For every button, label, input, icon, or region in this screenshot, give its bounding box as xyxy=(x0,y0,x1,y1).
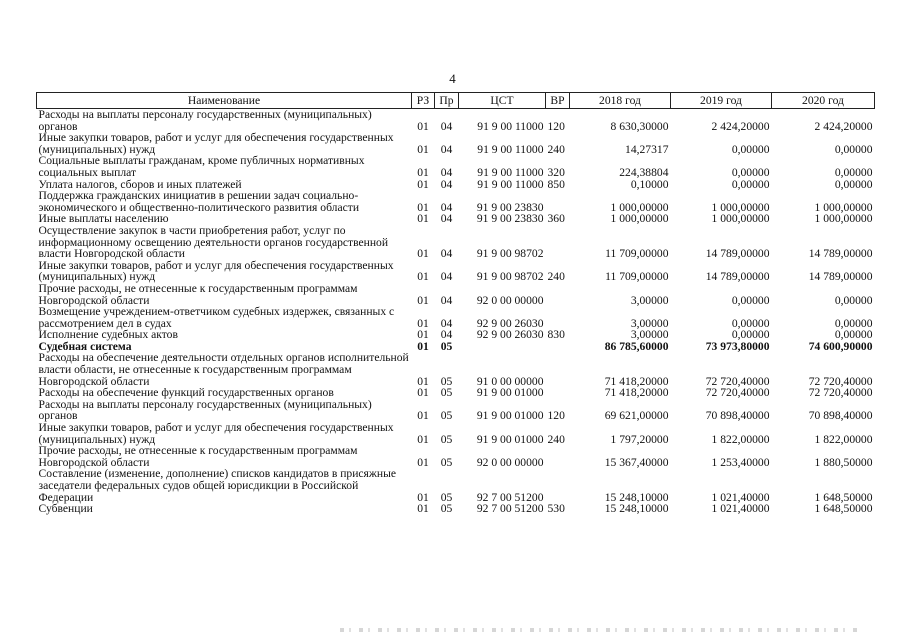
table-row xyxy=(37,132,875,155)
row-vr xyxy=(546,306,570,329)
row-2019: 1 253,40000 xyxy=(711,455,770,469)
row-2018: 86 785,60000 xyxy=(604,339,669,353)
table-row xyxy=(37,399,875,422)
row-2020: 14 789,00000 xyxy=(808,247,873,261)
table-row xyxy=(37,306,875,329)
column-header-2018: 2018 год xyxy=(570,93,671,109)
page-number: 4 xyxy=(449,71,456,86)
row-2019: 1 021,40000 xyxy=(711,490,770,504)
row-cst: 92 7 00 51200 xyxy=(476,490,544,504)
row-rz: 01 xyxy=(417,339,429,353)
row-2020: 1 000,00000 xyxy=(814,212,873,226)
row-name: Расходы на выплаты персоналу государственных (муниципальных) органов xyxy=(38,108,372,133)
row-pr: 04 xyxy=(440,316,453,330)
row-2018: 15 248,10000 xyxy=(604,502,669,516)
row-2019: 0,00000 xyxy=(731,328,770,342)
table-row xyxy=(37,445,875,468)
row-2018: 69 621,00000 xyxy=(604,409,669,423)
column-header-rz: РЗ xyxy=(412,93,435,109)
row-2018: 11 709,00000 xyxy=(605,270,669,284)
row-2018: 15 367,40000 xyxy=(604,455,669,469)
row-pr: 05 xyxy=(440,374,453,388)
row-name: Возмещение учреждением-ответчиком судебных издержек, связанных с рассмотрением дел в судах xyxy=(38,305,395,330)
row-2020: 0,00000 xyxy=(834,165,873,179)
row-2019: 0,00000 xyxy=(731,316,770,330)
row-2018: 0,10000 xyxy=(630,177,669,191)
row-pr: 04 xyxy=(440,293,453,307)
row-2020: 1 880,50000 xyxy=(814,455,873,469)
row-pr: 04 xyxy=(440,212,453,226)
row-vr: 120 xyxy=(547,119,565,133)
row-2019: 0,00000 xyxy=(731,293,770,307)
row-2018: 1 797,20000 xyxy=(610,432,669,446)
row-cst: 92 0 00 00000 xyxy=(476,455,544,469)
row-pr: 04 xyxy=(440,119,453,133)
row-cst xyxy=(459,341,546,353)
table-row xyxy=(37,422,875,445)
row-pr: 05 xyxy=(440,409,453,423)
row-rz: 01 xyxy=(417,142,429,156)
row-vr xyxy=(546,341,570,353)
row-2018: 3,00000 xyxy=(630,316,669,330)
row-vr: 320 xyxy=(547,165,565,179)
row-pr: 04 xyxy=(440,177,453,191)
row-vr xyxy=(546,283,570,306)
row-2020: 1 648,50000 xyxy=(814,490,873,504)
row-name: Иные закупки товаров, работ и услуг для обеспечения государственных (муниципальных) нужд xyxy=(38,131,394,156)
row-name: Субвенции xyxy=(38,502,93,516)
row-rz: 01 xyxy=(417,119,429,133)
row-cst: 92 0 00 00000 xyxy=(476,293,544,307)
row-2019: 1 822,00000 xyxy=(711,432,770,446)
row-pr: 04 xyxy=(440,328,453,342)
table-row xyxy=(37,190,875,213)
row-vr: 530 xyxy=(547,502,565,516)
row-cst: 91 9 00 01000 xyxy=(476,386,544,400)
row-cst: 91 9 00 23830 xyxy=(476,212,544,226)
row-2019: 0,00000 xyxy=(731,177,770,191)
row-vr: 830 xyxy=(547,328,565,342)
row-vr: 240 xyxy=(547,270,565,284)
column-header-2019: 2019 год xyxy=(671,93,772,109)
row-pr: 04 xyxy=(440,142,453,156)
row-2020: 1 000,00000 xyxy=(814,200,873,214)
row-name: Расходы на обеспечение деятельности отдельных органов исполнительной власти области, не отнесенные к государственным программам Новгородской области xyxy=(38,351,409,388)
row-2019: 0,00000 xyxy=(731,142,770,156)
row-vr xyxy=(546,387,570,399)
row-pr: 05 xyxy=(440,386,453,400)
row-name: Исполнение судебных актов xyxy=(38,328,178,342)
column-header-cst: ЦСТ xyxy=(459,93,546,109)
row-2018: 224,38804 xyxy=(619,165,669,179)
row-name: Составление (изменение, дополнение) списков кандидатов в присяжные заседатели федеральных судов общей юрисдикции в Российской Федерации xyxy=(38,467,397,504)
row-rz: 01 xyxy=(417,386,429,400)
column-header-vr: ВР xyxy=(546,93,570,109)
row-rz: 01 xyxy=(417,490,429,504)
row-pr: 05 xyxy=(440,490,453,504)
row-pr: 04 xyxy=(440,247,453,261)
row-name: Прочие расходы, не отнесенные к государственным программам Новгородской области xyxy=(38,444,358,469)
row-cst: 91 9 00 11000 xyxy=(477,119,544,133)
row-2020: 0,00000 xyxy=(834,328,873,342)
row-2020: 14 789,00000 xyxy=(808,270,873,284)
row-pr: 04 xyxy=(440,165,453,179)
row-name: Расходы на обеспечение функций государственных органов xyxy=(38,386,334,400)
column-header-pr: Пр xyxy=(435,93,459,109)
row-vr xyxy=(546,445,570,468)
row-pr: 04 xyxy=(440,270,453,284)
row-2018: 11 709,00000 xyxy=(605,247,669,261)
row-vr: 120 xyxy=(547,409,565,423)
row-pr: 05 xyxy=(440,455,453,469)
row-rz: 01 xyxy=(417,316,429,330)
row-cst: 91 9 00 98702 xyxy=(476,270,544,284)
row-2020: 0,00000 xyxy=(834,142,873,156)
row-pr: 04 xyxy=(440,200,453,214)
row-2020: 74 600,90000 xyxy=(808,339,873,353)
row-2019: 72 720,40000 xyxy=(705,386,770,400)
row-2019: 1 021,40000 xyxy=(711,502,770,516)
column-header-2020: 2020 год xyxy=(772,93,875,109)
row-rz: 01 xyxy=(417,409,429,423)
row-cst: 91 9 00 11000 xyxy=(477,142,544,156)
row-rz: 01 xyxy=(417,212,429,226)
row-name: Осуществление закупок в части приобретения работ, услуг по информационному освещению деятельности органов государственной власти Новгородской области xyxy=(38,223,389,261)
row-2020: 2 424,20000 xyxy=(814,119,873,133)
row-vr xyxy=(546,352,570,387)
table-row xyxy=(37,283,875,306)
row-vr: 360 xyxy=(547,212,565,226)
row-cst: 91 9 00 23830 xyxy=(476,200,544,214)
row-rz: 01 xyxy=(417,200,429,214)
row-2018: 3,00000 xyxy=(630,328,669,342)
row-rz: 01 xyxy=(417,177,429,191)
row-2018: 8 630,30000 xyxy=(610,119,669,133)
row-cst: 91 9 00 01000 xyxy=(476,409,544,423)
row-2019: 1 000,00000 xyxy=(711,200,770,214)
row-2019: 70 898,40000 xyxy=(705,409,770,423)
row-2019: 73 973,80000 xyxy=(705,339,770,353)
row-name: Уплата налогов, сборов и иных платежей xyxy=(38,177,242,191)
scan-artifact xyxy=(340,628,860,632)
column-header-name: Наименование xyxy=(37,93,412,109)
row-2018: 71 418,20000 xyxy=(604,374,669,388)
row-vr xyxy=(546,190,570,213)
row-2020: 0,00000 xyxy=(834,293,873,307)
table-row xyxy=(37,155,875,178)
row-2019: 14 789,00000 xyxy=(705,247,770,261)
row-name: Расходы на выплаты персоналу государственных (муниципальных) органов xyxy=(38,397,372,423)
row-2020: 70 898,40000 xyxy=(808,409,873,423)
row-2018: 1 000,00000 xyxy=(610,212,669,226)
row-name: Прочие расходы, не отнесенные к государственным программам Новгородской области xyxy=(38,281,358,307)
row-vr xyxy=(546,225,570,260)
row-rz: 01 xyxy=(417,328,429,342)
row-2020: 0,00000 xyxy=(834,316,873,330)
row-pr: 05 xyxy=(440,502,453,516)
row-2018: 14,27317 xyxy=(625,142,669,156)
row-2018: 3,00000 xyxy=(630,293,669,307)
row-rz: 01 xyxy=(417,293,429,307)
row-name: Иные закупки товаров, работ и услуг для обеспечения государственных (муниципальных) нужд xyxy=(38,421,394,446)
row-pr: 05 xyxy=(440,432,453,446)
row-cst: 91 9 00 98702 xyxy=(476,247,544,261)
table-row xyxy=(37,352,875,387)
row-rz: 01 xyxy=(417,502,429,516)
row-cst: 92 9 00 26030 xyxy=(476,316,544,330)
row-2019: 14 789,00000 xyxy=(705,270,770,284)
row-2020: 1 648,50000 xyxy=(814,502,873,516)
row-cst: 91 9 00 11000 xyxy=(477,177,544,191)
table-row xyxy=(37,260,875,283)
row-vr xyxy=(546,468,570,503)
table-row xyxy=(37,468,875,503)
row-name: Иные закупки товаров, работ и услуг для обеспечения государственных (муниципальных) нужд xyxy=(38,258,394,284)
row-2019: 72 720,40000 xyxy=(705,374,770,388)
row-rz: 01 xyxy=(417,165,429,179)
row-2020: 72 720,40000 xyxy=(808,386,873,400)
row-rz: 01 xyxy=(417,432,429,446)
row-2019: 0,00000 xyxy=(731,165,770,179)
table-row xyxy=(37,109,875,133)
row-vr: 240 xyxy=(547,142,565,156)
row-rz: 01 xyxy=(417,374,429,388)
table-row xyxy=(37,225,875,260)
row-vr: 240 xyxy=(547,432,565,446)
row-cst: 92 7 00 51200 xyxy=(476,502,544,516)
row-pr: 05 xyxy=(440,339,453,353)
row-2019: 1 000,00000 xyxy=(711,212,770,226)
row-2020: 0,00000 xyxy=(834,177,873,191)
row-2020: 1 822,00000 xyxy=(814,432,873,446)
row-name: Поддержка гражданских инициатив в решении задач социально-экономического и общественно-политического развития области xyxy=(38,189,360,214)
budget-table xyxy=(36,92,875,515)
row-2018: 1 000,00000 xyxy=(610,200,669,214)
row-cst: 91 9 00 11000 xyxy=(477,165,544,179)
row-rz: 01 xyxy=(417,247,429,261)
row-rz: 01 xyxy=(417,270,429,284)
row-name: Иные выплаты населению xyxy=(38,212,169,226)
row-cst: 91 9 00 01000 xyxy=(476,432,544,446)
row-name: Социальные выплаты гражданам, кроме публичных нормативных социальных выплат xyxy=(38,154,365,179)
row-name: Судебная система xyxy=(38,339,132,353)
table-header-row xyxy=(37,93,875,109)
row-2018: 71 418,20000 xyxy=(604,386,669,400)
row-cst: 92 9 00 26030 xyxy=(476,328,544,342)
table-row xyxy=(37,503,875,515)
row-vr: 850 xyxy=(547,177,565,191)
row-cst: 91 0 00 00000 xyxy=(476,374,544,388)
row-rz: 01 xyxy=(417,455,429,469)
row-2018: 15 248,10000 xyxy=(604,490,669,504)
row-2019: 2 424,20000 xyxy=(711,119,770,133)
row-2020: 72 720,40000 xyxy=(808,374,873,388)
